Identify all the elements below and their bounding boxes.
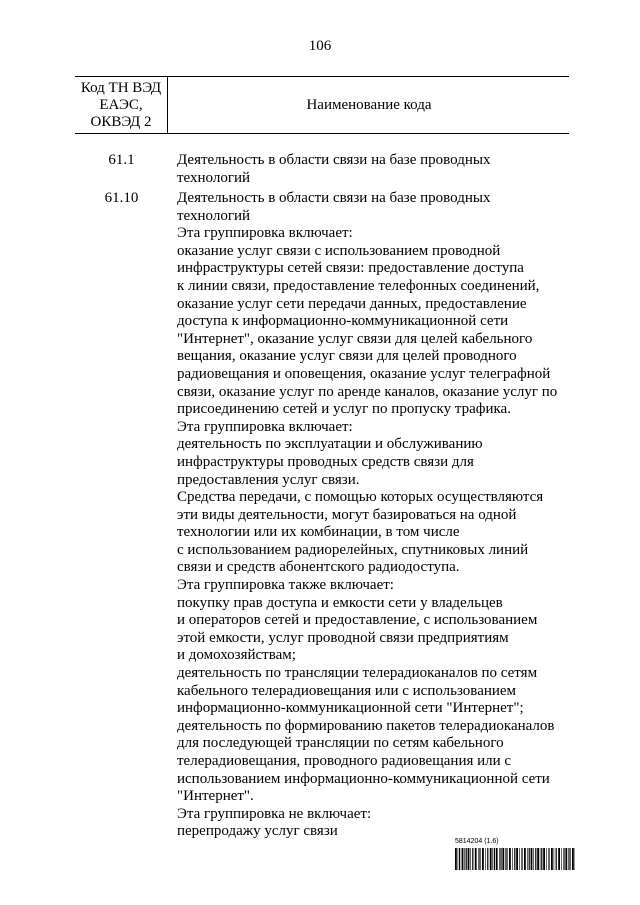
row-code: 61.10 <box>104 190 139 206</box>
row-text: Деятельность в области связи на базе проводных технологий Эта группировка включает: оказание услуг связи с использованием проводной инфраструктуры сетей связи: предоставление доступа к линии связи, предоставление телефонных соединений, оказание услуг сети передачи данных, предоставление доступа к информационно-коммуникационной сети "Интернет", оказание услуг связи для целей кабельного вещания, оказание услуг связи для целей проводного радиовещания и оповещения, оказание услуг телеграфной связи, оказание услуг по аренде каналов, оказание услуг по присоединению сетей и услуг по пропуску трафика. Эта группировка включает: деятельность по эксплуатации и обслуживанию инфраструктуры проводных средств связи для предоставления услуг связи. Средства передачи, с помощью которых осуществляются эти виды деятельности, могут базироваться на одной технологии или их комбинации, в том числе с использованием радиорелейных, спутниковых линий связи и средств абонентского радиодоступа. Эта группировка также включает: покупку прав доступа и емкости сети у владельцев и операторов сетей и предоставление, с использованием этой емкости, услуг проводной связи предприятиям и домохозяйствам; деятельность по трансляции телерадиоканалов по сетям кабельного телерадиовещания или с использованием информационно-коммуникационной сети "Интернет"; деятельность по формированию пакетов телерадиоканалов для последующей трансляции по сетям кабельного телерадиовещания, проводного радиовещания или с использованием информационно-коммуникационной сети "Интернет". Эта группировка не включает: перепродажу услуг связи <box>177 190 558 840</box>
barcode-icon <box>455 848 575 870</box>
table-header <box>75 76 569 134</box>
header-name-column: Наименование кода <box>306 96 432 113</box>
row-text: Деятельность в области связи на базе проводных технологий <box>177 152 491 186</box>
header-code-column: Код ТН ВЭД ЕАЭС, ОКВЭД 2 <box>75 77 168 133</box>
barcode-label: 5814204 (1.6) <box>455 838 499 845</box>
page-number: 106 <box>308 38 332 54</box>
row-code: 61.1 <box>108 152 135 168</box>
